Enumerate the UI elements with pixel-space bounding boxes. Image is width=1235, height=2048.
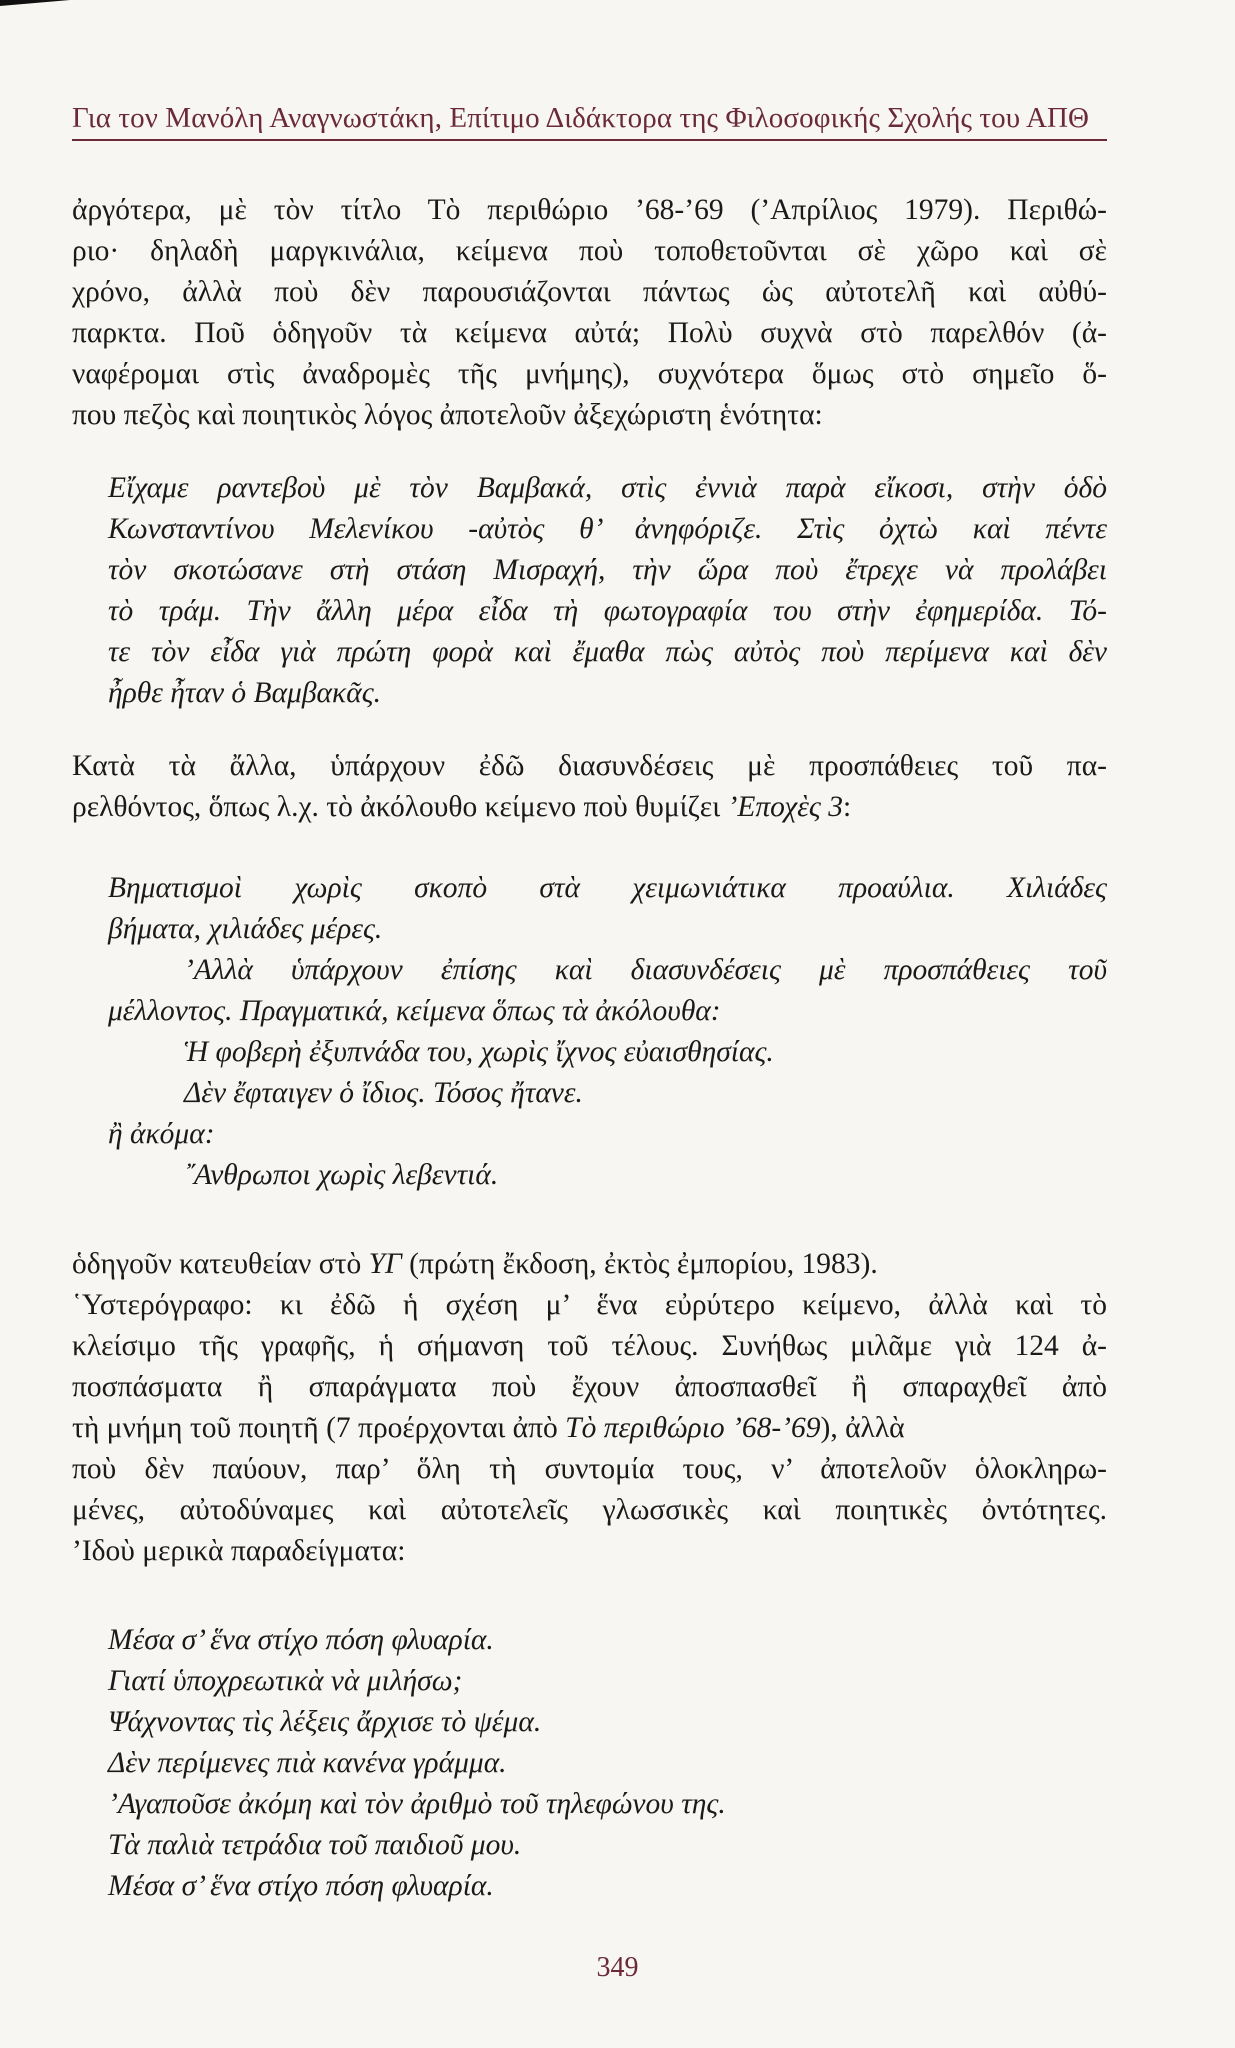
book-title: ΥΓ [368,1248,402,1280]
quote-line: Δὲν ἔφταιγεν ὁ ἴδιος. Τόσος ἤτανε. [184,1077,583,1109]
text-line: ὁδηγοῦν κατευθείαν στὸ ΥΓ (πρώτη ἔκδοση, ἐκτὸς ἐμπορίου, 1983). [72,1248,878,1280]
poem-line: Δὲν περίμενες πιὰ κανένα γράμμα. [108,1747,507,1779]
text-line: Κατὰ τὰ ἄλλα, ὑπάρχουν ἐδῶ διασυνδέσεις μὲ προσπάθειες τοῦ πα- [72,750,1107,782]
text-line: που πεζὸς καὶ ποιητικὸς λόγος ἀποτελοῦν ἀξεχώριστη ἑνότητα: [72,399,823,431]
text-line: ριο· δηλαδὴ μαργκινάλια, κείμενα ποὺ τοποθετοῦνται σὲ χῶρο καὶ σὲ [72,235,1107,267]
quote-line: μέλλοντος. Πραγματικά, κείμενα ὅπως τὰ ἀκόλουθα: [108,995,721,1027]
quoted-passage [72,868,1107,1196]
poem-lines [72,1620,1107,1907]
paragraph [72,1244,1107,1572]
quote-line: τε τὸν εἶδα γιὰ πρώτη φορὰ καὶ ἔμαθα πὼς αὐτὸς ποὺ περίμενα καὶ δὲν [108,636,1107,668]
text-line: χρόνο, ἀλλὰ ποὺ δὲν παρουσιάζονται πάντως ὡς αὐτοτελῆ καὶ αὐθύ- [72,276,1107,308]
poem-line: Μέσα σ’ ἕνα στίχο πόση φλυαρία. [108,1870,494,1902]
quote-line: Ἡ φοβερὴ ἐξυπνάδα του, χωρὶς ἴχνος εὐαισθησίας. [184,1036,774,1068]
text-line: ποὺ δὲν παύουν, παρ’ ὅλη τὴ συντομία τους, ν’ ἀποτελοῦν ὁλοκληρω- [72,1453,1107,1485]
quoted-passage [72,468,1107,714]
paragraph [72,746,1107,828]
text-line: ρελθόντος, ὅπως λ.χ. τὸ ἀκόλουθο κείμενο ποὺ θυμίζει ’Εποχὲς 3: [72,791,852,823]
quote-line: ’Αλλὰ ὑπάρχουν ἐπίσης καὶ διασυνδέσεις μὲ προσπάθειες τοῦ [184,954,1107,986]
text-line: ναφέρομαι στὶς ἀναδρομὲς τῆς μνήμης), συχνότερα ὅμως στὸ σημεῖο ὅ- [72,358,1107,390]
text-line: μένες, αὐτοδύναμες καὶ αὐτοτελεῖς γλωσσικὲς καὶ ποιητικὲς ὀντότητες. [72,1494,1107,1526]
quote-line: Κωνσταντίνου Μελενίκου -αὐτὸς θ’ ἀνηφόριζε. Στὶς ὀχτὼ καὶ πέντε [108,513,1107,545]
page-body [72,190,1107,1907]
text-line: ποσπάσματα ἢ σπαράγματα ποὺ ἔχουν ἀποσπασθεῖ ἢ σπαραχθεῖ ἀπὸ [72,1371,1107,1403]
poem-line: Ψάχνοντας τὶς λέξεις ἄρχισε τὸ ψέμα. [108,1706,542,1738]
book-title: ’Εποχὲς 3 [727,791,843,823]
quote-line: τὸ τράμ. Τὴν ἄλλη μέρα εἶδα τὴ φωτογραφία του στὴν ἐφημερίδα. Τό- [108,595,1107,627]
quote-line: Βηματισμοὶ χωρὶς σκοπὸ στὰ χειμωνιάτικα προαύλια. Χιλιάδες [108,872,1107,904]
text-line: ἀργότερα, μὲ τὸν τίτλο Τὸ περιθώριο ’68-’69 (’Απρίλιος 1979). Περιθώ- [72,194,1107,226]
book-title: Τὸ περιθώριο ’68-’69 [565,1412,821,1444]
text-line: ’Ιδοὺ μερικὰ παραδείγματα: [72,1535,406,1567]
quote-line: ἢ ἀκόμα: [108,1118,215,1150]
page-number: 349 [596,1952,639,1983]
poem-line: Μέσα σ’ ἕνα στίχο πόση φλυαρία. [108,1624,494,1656]
quote-line: τὸν σκοτώσανε στὴ στάση Μισραχή, τὴν ὥρα ποὺ ἔτρεχε νὰ προλάβει [108,554,1107,586]
poem-line: ’Αγαποῦσε ἀκόμη καὶ τὸν ἀριθμὸ τοῦ τηλεφώνου της. [108,1788,726,1820]
poem-line: Τὰ παλιὰ τετράδια τοῦ παιδιοῦ μου. [108,1829,522,1861]
quote-line: βήματα, χιλιάδες μέρες. [108,913,383,945]
quote-line: Εἴχαμε ραντεβοὺ μὲ τὸν Βαμβακά, στὶς ἐννιὰ παρὰ εἴκοσι, στὴν ὁδὸ [108,472,1107,504]
quote-line: ῎Ανθρωποι χωρὶς λεβεντιά. [184,1159,499,1191]
running-header: Για τον Μανόλη Αναγνωστάκη, Επίτιμο Διδάκτορα της Φιλοσοφικής Σχολής του ΑΠΘ [72,102,1107,141]
text-line: κλείσιμο τῆς γραφῆς, ἡ σήμανση τοῦ τέλους. Συνήθως μιλᾶμε γιὰ 124 ἀ- [72,1330,1107,1362]
text-line: τὴ μνήμη τοῦ ποιητῆ (7 προέρχονται ἀπὸ Τὸ περιθώριο ’68-’69), ἀλλὰ [72,1412,905,1444]
paragraph [72,190,1107,436]
quote-line: ἦρθε ἦταν ὁ Βαμβακᾶς. [108,677,382,709]
text-line: ῾Υστερόγραφο: κι ἐδῶ ἡ σχέση μ’ ἕνα εὐρύτερο κείμενο, ἀλλὰ καὶ τὸ [72,1289,1107,1321]
poem-line: Γιατί ὑποχρεωτικὰ νὰ μιλήσω; [108,1665,463,1697]
scan-corner-mark [0,0,70,6]
text-line: παρκτα. Ποῦ ὁδηγοῦν τὰ κείμενα αὐτά; Πολὺ συχνὰ στὸ παρελθόν (ἀ- [72,317,1107,349]
